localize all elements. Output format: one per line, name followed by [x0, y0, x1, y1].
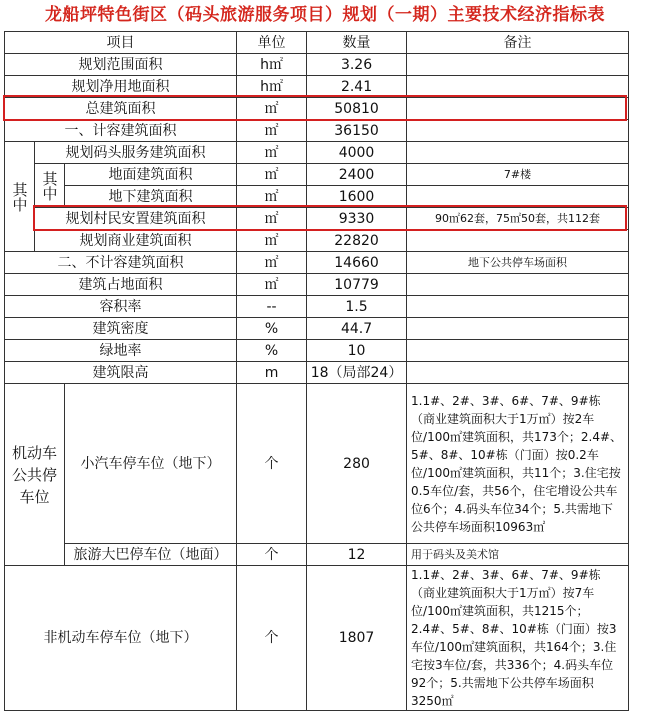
row-item: 一、计容建筑面积 — [5, 120, 237, 142]
row-note: 用于码头及美术馆 — [407, 544, 629, 566]
row-qty: 280 — [307, 384, 407, 544]
row-qty: 4000 — [307, 142, 407, 164]
table-row — [5, 142, 629, 164]
row-item: 小汽车停车位（地下） — [65, 384, 237, 544]
row-unit: ㎡ — [237, 230, 307, 252]
row-qty: 22820 — [307, 230, 407, 252]
row-unit: h㎡ — [237, 76, 307, 98]
table-row — [5, 54, 629, 76]
row-unit: % — [237, 318, 307, 340]
row-item: 规划村民安置建筑面积 — [35, 208, 237, 230]
table-row — [5, 544, 629, 566]
header-item: 项目 — [5, 32, 237, 54]
row-item: 规划码头服务建筑面积 — [35, 142, 237, 164]
row-item: 规划商业建筑面积 — [35, 230, 237, 252]
row-item: 建筑限高 — [5, 362, 237, 384]
row-item: 绿地率 — [5, 340, 237, 362]
row-item: 建筑占地面积 — [5, 274, 237, 296]
row-unit: ㎡ — [237, 142, 307, 164]
row-item: 二、不计容建筑面积 — [5, 252, 237, 274]
group-qizhong: 其中 — [5, 142, 35, 252]
header-note: 备注 — [407, 32, 629, 54]
group-motor-parking — [5, 384, 65, 566]
row-item: 非机动车停车位（地下） — [5, 566, 237, 711]
table-row — [5, 340, 629, 362]
row-item: 建筑密度 — [5, 318, 237, 340]
row-note — [407, 76, 629, 98]
row-note — [407, 274, 629, 296]
row-qty: 1600 — [307, 186, 407, 208]
row-item: 容积率 — [5, 296, 237, 318]
row-qty: 10 — [307, 340, 407, 362]
row-note — [407, 362, 629, 384]
header-row — [5, 32, 629, 54]
row-note — [407, 318, 629, 340]
row-note — [407, 120, 629, 142]
row-unit: -- — [237, 296, 307, 318]
row-note — [407, 54, 629, 76]
row-qty: 1807 — [307, 566, 407, 711]
table-title: 龙船坪特色街区（码头旅游服务项目）规划（一期）主要技术经济指标表 — [45, 5, 605, 25]
row-item: 地面建筑面积 — [65, 164, 237, 186]
row-unit: h㎡ — [237, 54, 307, 76]
table-row — [5, 208, 629, 230]
row-qty: 36150 — [307, 120, 407, 142]
row-qty: 2400 — [307, 164, 407, 186]
table-row — [5, 186, 629, 208]
indicator-table — [4, 31, 629, 711]
row-qty: 10779 — [307, 274, 407, 296]
row-note: 地下公共停车场面积 — [407, 252, 629, 274]
row-unit: ㎡ — [237, 252, 307, 274]
row-unit: % — [237, 340, 307, 362]
table-row — [5, 384, 629, 544]
row-note — [407, 296, 629, 318]
row-item: 规划范围面积 — [5, 54, 237, 76]
row-qty: 44.7 — [307, 318, 407, 340]
group-motor-parking-label: 机动车公共停车位 — [11, 443, 57, 506]
table-row — [5, 120, 629, 142]
header-unit: 单位 — [237, 32, 307, 54]
row-note: 1.1#、2#、3#、6#、7#、9#栋（商业建筑面积大于1万㎡）按7车位/100㎡建筑面积，共1215个；2.4#、5#、8#、10#栋（门面）按3车位/100㎡建筑面积，共164个；3.住宅按3车位/套，共336个；4.码头车位92个；5.共需地下公共停车场面积3250㎡ — [407, 566, 629, 711]
row-qty: 50810 — [307, 98, 407, 120]
header-qty: 数量 — [307, 32, 407, 54]
table-row — [5, 296, 629, 318]
table-row — [5, 230, 629, 252]
row-item: 总建筑面积 — [5, 98, 237, 120]
group-qizhong-inner: 其中 — [35, 164, 65, 208]
table-row — [5, 566, 629, 711]
row-qty: 3.26 — [307, 54, 407, 76]
row-qty: 12 — [307, 544, 407, 566]
row-item: 旅游大巴停车位（地面） — [65, 544, 237, 566]
row-unit: ㎡ — [237, 186, 307, 208]
row-note — [407, 186, 629, 208]
table-row — [5, 318, 629, 340]
row-qty: 9330 — [307, 208, 407, 230]
row-unit: ㎡ — [237, 120, 307, 142]
table-row — [5, 76, 629, 98]
row-note — [407, 230, 629, 252]
row-unit: ㎡ — [237, 208, 307, 230]
row-note: 1.1#、2#、3#、6#、7#、9#栋（商业建筑面积大于1万㎡）按2车位/100㎡建筑面积，共173个；2.4#、5#、8#、10#栋（门面）按0.2车位/100㎡建筑面积，共11个；3.住宅按0.5车位/套，共56个，住宅增设公共车位6个；4.码头车位34个；5.共需地下公共停车场面积10963㎡ — [407, 384, 629, 544]
table-row — [5, 362, 629, 384]
row-unit: ㎡ — [237, 98, 307, 120]
row-qty: 2.41 — [307, 76, 407, 98]
row-note — [407, 98, 629, 120]
row-note: 7#楼 — [407, 164, 629, 186]
row-unit: 个 — [237, 384, 307, 544]
table-row — [5, 98, 629, 120]
row-note: 90㎡62套，75㎡50套，共112套 — [407, 208, 629, 230]
row-unit: 个 — [237, 566, 307, 711]
table-row — [5, 164, 629, 186]
row-unit: m — [237, 362, 307, 384]
row-qty: 1.5 — [307, 296, 407, 318]
table-row — [5, 274, 629, 296]
row-qty: 14660 — [307, 252, 407, 274]
row-unit: ㎡ — [237, 274, 307, 296]
row-unit: 个 — [237, 544, 307, 566]
row-item: 地下建筑面积 — [65, 186, 237, 208]
row-item: 规划净用地面积 — [5, 76, 237, 98]
row-unit: ㎡ — [237, 164, 307, 186]
table-row — [5, 252, 629, 274]
row-note — [407, 340, 629, 362]
row-qty: 18（局部24） — [307, 362, 407, 384]
row-note — [407, 142, 629, 164]
